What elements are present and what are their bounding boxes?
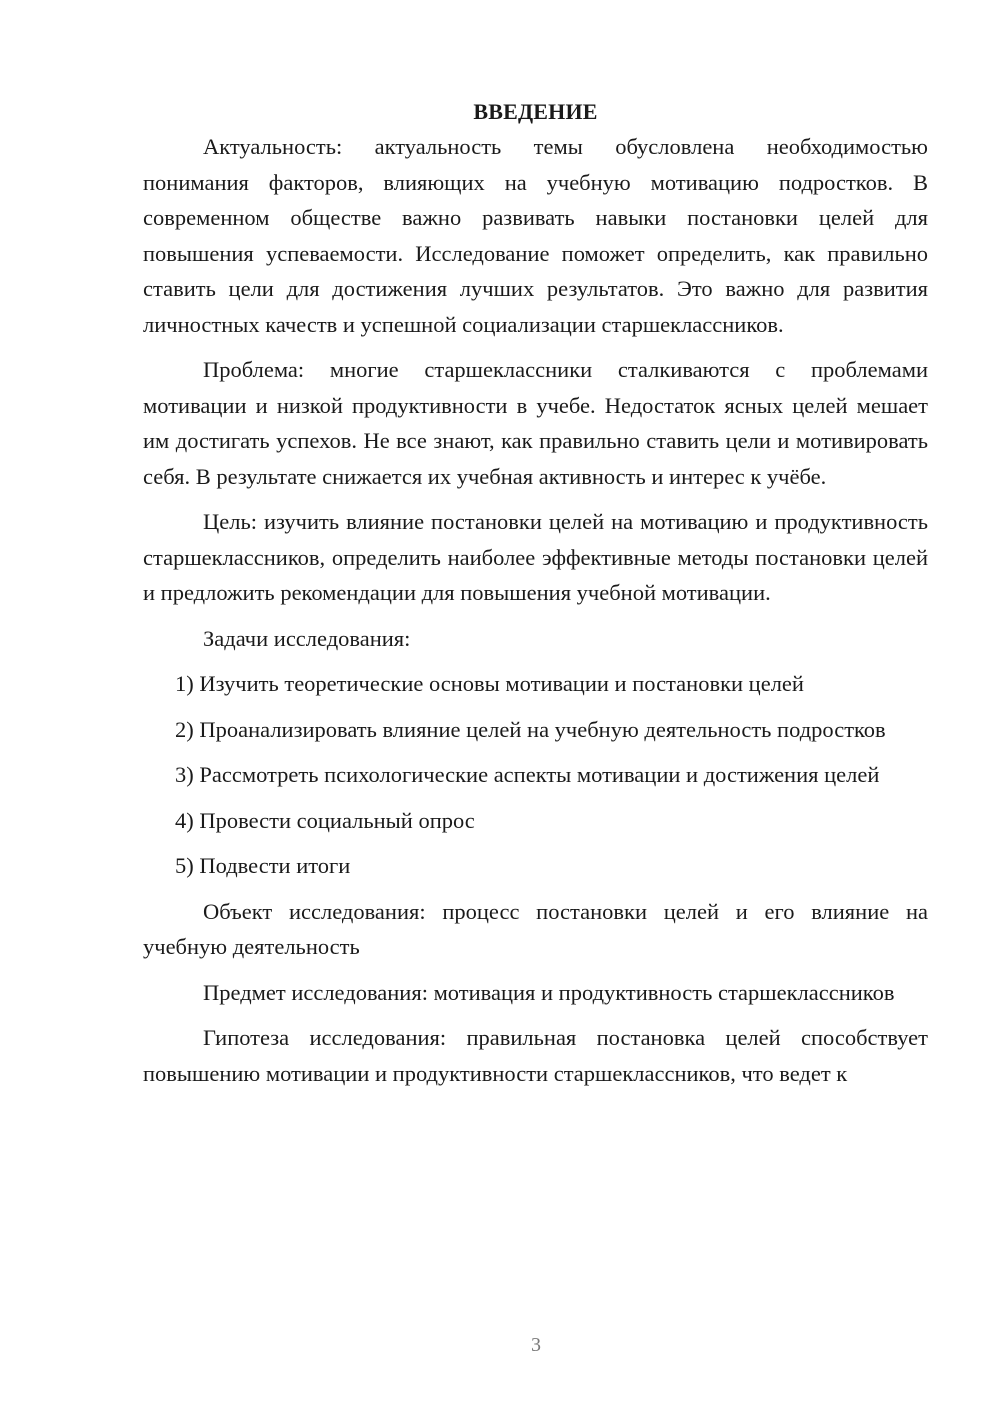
task-item: 1) Изучить теоретические основы мотивации и постановки целей (175, 671, 804, 696)
tasks-heading: Задачи исследования: (203, 625, 411, 651)
relevance-paragraph: Актуальность: актуальность темы обусловлена необходимостью понимания факторов, влияющих на учебную мотивацию подростков. В современном обществе важно развивать навыки постановки целей для повышения успеваемости. Исследование поможет определить, как правильно ставить цели для достижения лучших результатов. Это важно для развития личностных качеств и успешной социализации старшеклассников. (143, 134, 928, 337)
problem-paragraph: Проблема: многие старшеклассники сталкиваются с проблемами мотивации и низкой продуктивности в учебе. Недостаток ясных целей мешает им достигать успехов. Не все знают, как правильно ставить цели и мотивировать себя. В результате снижается их учебная активность и интерес к учёбе. (143, 357, 928, 489)
hypothesis-paragraph: Гипотеза исследования: правильная постановка целей способствует повышению мотивации и продуктивности старшеклассников, что ведет к (143, 1025, 928, 1086)
task-item: 3) Рассмотреть психологические аспекты мотивации и достижения целей (175, 762, 880, 787)
page-number: 3 (531, 1334, 541, 1356)
subject-paragraph: Предмет исследования: мотивация и продуктивность старшеклассников (203, 979, 895, 1005)
task-item: 4) Провести социальный опрос (175, 807, 475, 833)
task-item: 5) Подвести итоги (175, 853, 351, 878)
document-page (143, 94, 928, 1091)
task-item: 2) Проанализировать влияние целей на учебную деятельность подростков (175, 716, 886, 742)
page-title: ВВЕДЕНИЕ (473, 99, 598, 124)
object-paragraph: Объект исследования: процесс постановки целей и его влияние на учебную деятельность (143, 898, 928, 959)
goal-paragraph: Цель: изучить влияние постановки целей на мотивацию и продуктивность старшеклассников, определить наиболее эффективные методы постановки целей и предложить рекомендации для повышения учебной мотивации. (143, 509, 928, 605)
